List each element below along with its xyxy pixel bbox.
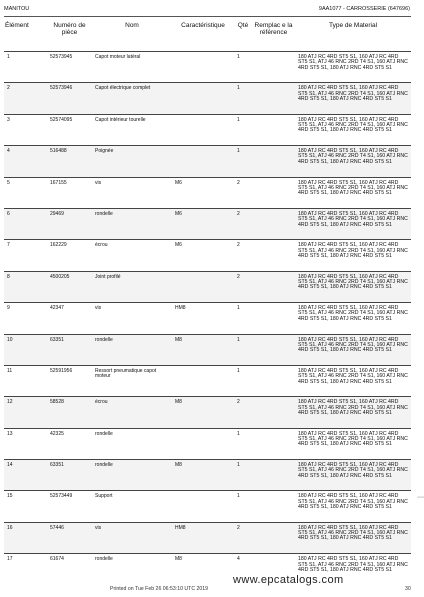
cell-quantity: 1: [234, 83, 252, 114]
col-header-quantity: Qté: [237, 22, 249, 29]
cell-name: rondelle: [95, 430, 113, 437]
table-row: [4, 397, 411, 428]
cell-replaces: [252, 491, 295, 522]
table-row: [4, 208, 411, 239]
cell-quantity: 1: [237, 116, 240, 123]
table-row: [4, 460, 411, 491]
cell-replaces: [252, 52, 295, 83]
cell-element: 2: [4, 83, 47, 114]
cell-replaces: [252, 460, 295, 491]
cell-name: rondelle: [95, 556, 113, 563]
cell-characteristic: [172, 428, 234, 459]
print-timestamp: Printed on Tue Feb 26 06:53:10 UTC 2019: [110, 586, 209, 592]
cell-name: écrou: [92, 397, 172, 428]
cell-quantity: 1: [237, 367, 240, 374]
cell-replaces: [252, 397, 295, 428]
cell-replaces: [252, 522, 295, 553]
cell-name: vis: [95, 305, 102, 312]
col-header-characteristic: Caractéristique: [181, 22, 225, 29]
table-row: [4, 83, 411, 114]
cell-name: Capot électrique complet: [92, 83, 172, 114]
cell-element: 12: [4, 397, 47, 428]
cell-part-number: 58528: [47, 397, 92, 428]
cell-characteristic: M6: [175, 242, 182, 249]
cell-replaces: [252, 177, 295, 208]
cell-material-type: 180 ATJ RC 4RD ST5 S1, 160 ATJ RC 4RD ST5 S1, ATJ 46 RNC 2RD T4 S1, 160 ATJ RNC 4RD ST5 S1, 180 ATJ RNC 4RD ST5 S1: [295, 146, 411, 177]
parts-table: [4, 20, 411, 585]
cell-name: vis: [95, 179, 102, 186]
cell-material-type: 180 ATJ RC 4RD ST5 S1, 160 ATJ RC 4RD ST5 S1, ATJ 46 RNC 2RD T4 S1, 160 ATJ RNC 4RD ST5 S1, 180 ATJ RNC 4RD ST5 S1: [298, 116, 408, 134]
side-watermark: ┃: [417, 495, 424, 500]
table-row: [4, 240, 411, 271]
cell-element: 13: [7, 430, 13, 437]
cell-element: 14: [4, 460, 47, 491]
cell-characteristic: M6: [172, 208, 234, 239]
cell-name: écrou: [95, 242, 108, 249]
cell-element: 9: [7, 305, 10, 312]
cell-element: 17: [7, 556, 13, 563]
cell-characteristic: [172, 365, 234, 396]
cell-quantity: 4: [237, 556, 240, 563]
cell-material-type: 180 ATJ RC 4RD ST5 S1, 160 ATJ RC 4RD ST5 S1, ATJ 46 RNC 2RD T4 S1, 160 ATJ RNC 4RD ST5 S1, 180 ATJ RNC 4RD ST5 S1: [295, 271, 411, 302]
cell-characteristic: [172, 83, 234, 114]
cell-characteristic: [172, 114, 234, 145]
table-row: [4, 428, 411, 459]
cell-quantity: 1: [234, 334, 252, 365]
cell-name: rondelle: [92, 334, 172, 365]
cell-part-number: 52574095: [50, 116, 73, 123]
cell-element: 1: [7, 54, 10, 60]
cell-material-type: 180 ATJ RC 4RD ST5 S1, 160 ATJ RC 4RD ST5 S1, ATJ 46 RNC 2RD T4 S1, 160 ATJ RNC 4RD ST5 S1, 180 ATJ RNC 4RD ST5 S1: [298, 493, 408, 511]
cell-element: 4: [4, 146, 47, 177]
cell-material-type: 180 ATJ RC 4RD ST5 S1, 160 ATJ RC 4RD ST5 S1, ATJ 46 RNC 2RD T4 S1, 160 ATJ RNC 4RD ST5 S1, 180 ATJ RNC 4RD ST5 S1: [295, 83, 411, 114]
cell-characteristic: M8: [172, 460, 234, 491]
cell-material-type: 180 ATJ RC 4RD ST5 S1, 160 ATJ RC 4RD ST5 S1, ATJ 46 RNC 2RD T4 S1, 160 ATJ RNC 4RD ST5 S1, 180 ATJ RNC 4RD ST5 S1: [295, 460, 411, 491]
cell-material-type: 180 ATJ RC 4RD ST5 S1, 160 ATJ RC 4RD ST5 S1, ATJ 46 RNC 2RD T4 S1, 160 ATJ RNC 4RD ST5 S1, 180 ATJ RNC 4RD ST5 S1: [298, 54, 408, 71]
col-header-replaces: Remplac e la référence: [254, 22, 293, 36]
cell-quantity: 2: [234, 208, 252, 239]
table-row: [4, 491, 411, 522]
cell-part-number: 52591956: [50, 367, 73, 374]
cell-material-type: 180 ATJ RC 4RD ST5 S1, 160 ATJ RC 4RD ST5 S1, ATJ 46 RNC 2RD T4 S1, 160 ATJ RNC 4RD ST5 S1, 180 ATJ RNC 4RD ST5 S1: [295, 208, 411, 239]
cell-element: 5: [7, 179, 10, 186]
table-row: [4, 365, 411, 396]
cell-part-number: 61674: [50, 556, 64, 563]
cell-part-number: 52573449: [50, 493, 73, 500]
col-header-part-number: Numéro de pièce: [53, 22, 86, 36]
cell-part-number: 29469: [47, 208, 92, 239]
cell-name: Joint profilé: [92, 271, 172, 302]
cell-replaces: [252, 208, 295, 239]
cell-part-number: 52573945: [50, 54, 73, 60]
cell-replaces: [252, 303, 295, 334]
cell-material-type: 180 ATJ RC 4RD ST5 S1, 160 ATJ RC 4RD ST5 S1, ATJ 46 RNC 2RD T4 S1, 160 ATJ RNC 4RD ST5 S1, 180 ATJ RNC 4RD ST5 S1: [295, 397, 411, 428]
cell-characteristic: [172, 146, 234, 177]
brand-label: MANITOU: [4, 6, 30, 12]
col-header-name: Nom: [125, 22, 139, 29]
cell-name: vis: [92, 522, 172, 553]
cell-replaces: [252, 428, 295, 459]
table-header-row: [4, 20, 411, 52]
cell-characteristic: M8: [172, 334, 234, 365]
cell-quantity: 2: [234, 522, 252, 553]
cell-part-number: 42325: [50, 430, 64, 437]
cell-material-type: 180 ATJ RC 4RD ST5 S1, 160 ATJ RC 4RD ST5 S1, ATJ 46 RNC 2RD T4 S1, 160 ATJ RNC 4RD ST5 S1, 180 ATJ RNC 4RD ST5 S1: [298, 242, 408, 259]
cell-quantity: 2: [237, 179, 240, 186]
cell-material-type: 180 ATJ RC 4RD ST5 S1, 160 ATJ RC 4RD ST5 S1, ATJ 46 RNC 2RD T4 S1, 160 ATJ RNC 4RD ST5 S1, 180 ATJ RNC 4RD ST5 S1: [298, 179, 408, 197]
cell-quantity: 1: [237, 305, 240, 312]
cell-quantity: 2: [237, 242, 240, 249]
cell-material-type: 180 ATJ RC 4RD ST5 S1, 160 ATJ RC 4RD ST5 S1, ATJ 46 RNC 2RD T4 S1, 160 ATJ RNC 4RD ST5 S1, 180 ATJ RNC 4RD ST5 S1: [298, 305, 408, 322]
cell-name: Capot intérieur tourelle: [95, 116, 146, 123]
cell-name: rondelle: [92, 460, 172, 491]
cell-quantity: 1: [237, 493, 240, 500]
cell-name: Poignée: [92, 146, 172, 177]
cell-part-number: 42347: [50, 305, 64, 312]
cell-part-number: 63351: [47, 460, 92, 491]
cell-part-number: 57446: [47, 522, 92, 553]
cell-characteristic: HM8: [172, 522, 234, 553]
cell-material-type: 180 ATJ RC 4RD ST5 S1, 160 ATJ RC 4RD ST5 S1, ATJ 46 RNC 2RD T4 S1, 160 ATJ RNC 4RD ST5 S1, 180 ATJ RNC 4RD ST5 S1: [295, 334, 411, 365]
cell-quantity: 2: [234, 271, 252, 302]
cell-element: 3: [7, 116, 10, 123]
cell-quantity: 1: [237, 430, 240, 437]
cell-name: Capot moteur latéral: [95, 54, 141, 60]
cell-quantity: 1: [234, 460, 252, 491]
cell-material-type: 180 ATJ RC 4RD ST5 S1, 160 ATJ RC 4RD ST5 S1, ATJ 46 RNC 2RD T4 S1, 160 ATJ RNC 4RD ST5 S1, 180 ATJ RNC 4RD ST5 S1: [295, 522, 411, 553]
cell-element: 11: [7, 367, 13, 374]
cell-characteristic: M8: [175, 556, 182, 563]
cell-replaces: [252, 334, 295, 365]
col-header-element: Élément: [5, 22, 29, 29]
cell-characteristic: [172, 491, 234, 522]
header-divider: [4, 16, 411, 17]
cell-name: Ressort pneumatique capot moteur: [95, 367, 157, 380]
cell-quantity: 1: [237, 54, 240, 60]
cell-element: 7: [7, 242, 10, 249]
cell-replaces: [252, 365, 295, 396]
table-row: [4, 177, 411, 208]
table-row: [4, 271, 411, 302]
cell-part-number: 516488: [47, 146, 92, 177]
cell-material-type: 180 ATJ RC 4RD ST5 S1, 160 ATJ RC 4RD ST5 S1, ATJ 46 RNC 2RD T4 S1, 160 ATJ RNC 4RD ST5 S1, 180 ATJ RNC 4RD ST5 S1: [298, 556, 408, 573]
cell-quantity: 1: [234, 146, 252, 177]
cell-part-number: 4500205: [47, 271, 92, 302]
cell-part-number: 167155: [50, 179, 67, 186]
cell-quantity: 2: [234, 397, 252, 428]
cell-replaces: [252, 83, 295, 114]
table-row: [4, 334, 411, 365]
cell-part-number: 162229: [50, 242, 67, 249]
col-header-material-type: Type de Material: [328, 22, 378, 29]
document-reference: 9AA1077 - CARROSSERIE (647696): [318, 6, 410, 12]
table-row: [4, 52, 411, 83]
cell-element: 8: [4, 271, 47, 302]
cell-element: 15: [7, 493, 13, 500]
cell-characteristic: [172, 52, 234, 83]
cell-replaces: [252, 240, 295, 271]
table-row: [4, 554, 411, 585]
watermark-text: www.epcatalogs.com: [233, 574, 344, 586]
cell-name: Support: [95, 493, 113, 500]
cell-element: 6: [4, 208, 47, 239]
page-number: 30: [405, 586, 411, 592]
cell-characteristic: M6: [175, 179, 182, 186]
cell-part-number: 52573946: [47, 83, 92, 114]
cell-name: rondelle: [92, 208, 172, 239]
table-row: [4, 522, 411, 553]
table-row: [4, 303, 411, 334]
cell-material-type: 180 ATJ RC 4RD ST5 S1, 160 ATJ RC 4RD ST5 S1, ATJ 46 RNC 2RD T4 S1, 160 ATJ RNC 4RD ST5 S1, 180 ATJ RNC 4RD ST5 S1: [298, 430, 408, 448]
cell-replaces: [252, 271, 295, 302]
cell-material-type: 180 ATJ RC 4RD ST5 S1, 160 ATJ RC 4RD ST5 S1, ATJ 46 RNC 2RD T4 S1, 160 ATJ RNC 4RD ST5 S1, 180 ATJ RNC 4RD ST5 S1: [298, 367, 408, 385]
cell-part-number: 63351: [47, 334, 92, 365]
cell-element: 10: [4, 334, 47, 365]
cell-characteristic: [172, 271, 234, 302]
cell-element: 16: [4, 522, 47, 553]
table-row: [4, 114, 411, 145]
table-row: [4, 146, 411, 177]
cell-replaces: [252, 114, 295, 145]
cell-characteristic: M8: [172, 397, 234, 428]
cell-replaces: [252, 146, 295, 177]
cell-characteristic: HM8: [175, 305, 186, 312]
